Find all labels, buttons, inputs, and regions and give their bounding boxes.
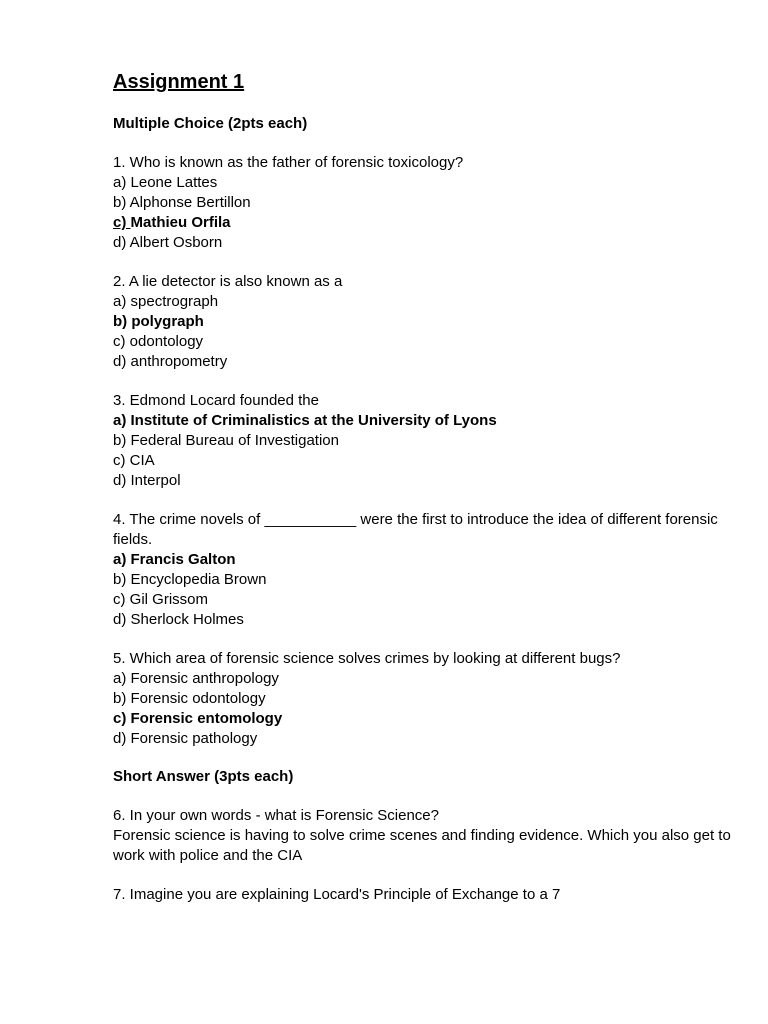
option-a-answer: a) Institute of Criminalistics at the University of Lyons bbox=[113, 412, 497, 429]
question-7 bbox=[113, 885, 733, 905]
option-d: d) Sherlock Holmes bbox=[113, 611, 244, 628]
question-text: 5. Which area of forensic science solves crimes by looking at different bugs? bbox=[113, 650, 621, 667]
question-text: 4. The crime novels of ___________ were the first to introduce the idea of different forensic fields. bbox=[113, 511, 718, 548]
question-1 bbox=[113, 153, 733, 253]
option-d: d) anthropometry bbox=[113, 353, 228, 370]
question-text: 2. A lie detector is also known as a bbox=[113, 273, 343, 290]
option-b: b) Forensic odontology bbox=[113, 690, 266, 707]
option-d: d) Albert Osborn bbox=[113, 234, 223, 251]
question-3 bbox=[113, 391, 733, 491]
option-b-answer: b) polygraph bbox=[113, 313, 204, 330]
option-d: d) Interpol bbox=[113, 472, 181, 489]
multiple-choice-heading: Multiple Choice (2pts each) bbox=[113, 115, 308, 132]
answer-text: Forensic science is having to solve crime scenes and finding evidence. Which you also get to work with police and the CIA bbox=[113, 827, 731, 864]
document-page bbox=[113, 70, 733, 905]
option-c: c) Gil Grissom bbox=[113, 591, 208, 608]
answer-prefix: c) bbox=[113, 214, 131, 231]
option-b: b) Encyclopedia Brown bbox=[113, 571, 267, 588]
option-d: d) Forensic pathology bbox=[113, 730, 258, 747]
question-6 bbox=[113, 806, 733, 866]
option-c: c) CIA bbox=[113, 452, 155, 469]
question-text: 6. In your own words - what is Forensic Science? bbox=[113, 807, 439, 824]
question-4 bbox=[113, 510, 733, 630]
option-a-answer: a) Francis Galton bbox=[113, 551, 236, 568]
option-c-answer: c) Forensic entomology bbox=[113, 710, 283, 727]
question-text: 7. Imagine you are explaining Locard's Principle of Exchange to a 7 bbox=[113, 886, 561, 903]
option-a: a) Forensic anthropology bbox=[113, 670, 279, 687]
option-c: c) odontology bbox=[113, 333, 204, 350]
question-text: 1. Who is known as the father of forensic toxicology? bbox=[113, 154, 464, 171]
page-title: Assignment 1 bbox=[113, 71, 245, 93]
question-2 bbox=[113, 272, 733, 372]
question-5 bbox=[113, 649, 733, 749]
question-text: 3. Edmond Locard founded the bbox=[113, 392, 319, 409]
option-a: a) spectrograph bbox=[113, 293, 219, 310]
option-b: b) Federal Bureau of Investigation bbox=[113, 432, 339, 449]
answer-text: Mathieu Orfila bbox=[130, 214, 231, 231]
short-answer-heading: Short Answer (3pts each) bbox=[113, 768, 294, 785]
option-b: b) Alphonse Bertillon bbox=[113, 194, 251, 211]
option-c-answer bbox=[113, 213, 733, 233]
option-a: a) Leone Lattes bbox=[113, 174, 218, 191]
